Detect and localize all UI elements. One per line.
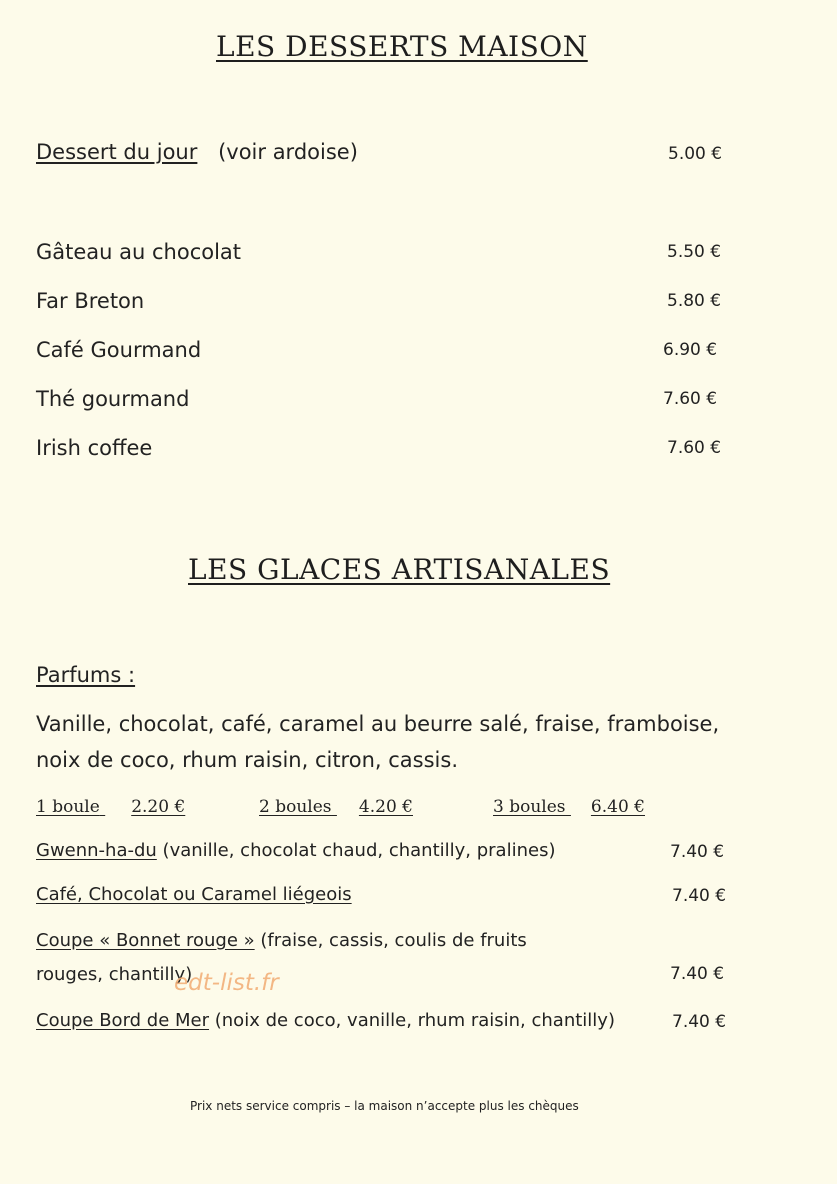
coupe-desc: (noix de coco, vanille, rhum raisin, chantilly)	[209, 1010, 615, 1031]
parfums-list	[36, 706, 816, 778]
coupe-item	[36, 884, 352, 905]
watermark: edt-list.fr	[174, 970, 279, 996]
dessert-du-jour-name: Dessert du jour	[36, 140, 198, 164]
dessert-item-price: 7.60 €	[663, 389, 718, 409]
parfums-line: Vanille, chocolat, café, caramel au beurre salé, fraise, framboise,	[36, 712, 720, 736]
parfums-label: Parfums :	[36, 663, 136, 687]
dessert-item-price: 6.90 €	[663, 340, 718, 360]
coupe-price: 7.40 €	[670, 964, 725, 984]
coupe-name: Coupe « Bonnet rouge »	[36, 930, 255, 951]
dessert-item-name: Thé gourmand	[36, 387, 190, 411]
boule-option	[493, 797, 645, 817]
dessert-du-jour	[36, 140, 358, 164]
coupe-item	[36, 840, 555, 861]
dessert-item-price: 5.80 €	[667, 291, 722, 311]
boule-label: 3 boules	[493, 797, 566, 817]
coupe-desc: (vanille, chocolat chaud, chantilly, pralines)	[156, 840, 556, 861]
dessert-du-jour-note: (voir ardoise)	[218, 140, 358, 164]
coupe-name: Coupe Bord de Mer	[36, 1010, 210, 1031]
boule-label: 2 boules	[259, 797, 332, 817]
boule-price: 6.40 €	[590, 797, 645, 817]
parfums-line: noix de coco, rhum raisin, citron, cassis.	[36, 748, 458, 772]
boule-label: 1 boule	[36, 797, 100, 817]
coupe-name: Café, Chocolat ou Caramel liégeois	[36, 884, 352, 905]
boule-option	[259, 797, 413, 817]
dessert-du-jour-price: 5.00 €	[668, 144, 723, 164]
dessert-item-name: Irish coffee	[36, 436, 153, 460]
dessert-item-name: Café Gourmand	[36, 338, 202, 362]
coupe-item	[36, 1010, 615, 1031]
coupe-price: 7.40 €	[672, 1012, 727, 1032]
footer-note: Prix nets service compris – la maison n’accepte plus les chèques	[190, 1099, 579, 1113]
coupe-name: Gwenn-ha-du	[36, 840, 157, 861]
coupe-desc: (fraise, cassis, coulis de fruits	[254, 930, 527, 951]
desserts-title: LES DESSERTS MAISON	[216, 30, 588, 63]
boule-option	[36, 797, 185, 817]
boule-price: 4.20 €	[358, 797, 413, 817]
dessert-item-name: Far Breton	[36, 289, 145, 313]
dessert-item-name: Gâteau au chocolat	[36, 240, 242, 264]
coupe-price: 7.40 €	[670, 842, 725, 862]
coupe-price: 7.40 €	[672, 886, 727, 906]
glaces-title: LES GLACES ARTISANALES	[188, 553, 611, 586]
boule-price: 2.20 €	[131, 797, 186, 817]
coupe-desc-continued: rouges, chantilly)	[36, 964, 193, 985]
dessert-item-price: 7.60 €	[667, 438, 722, 458]
dessert-item-price: 5.50 €	[667, 242, 722, 262]
coupe-item	[36, 930, 527, 951]
